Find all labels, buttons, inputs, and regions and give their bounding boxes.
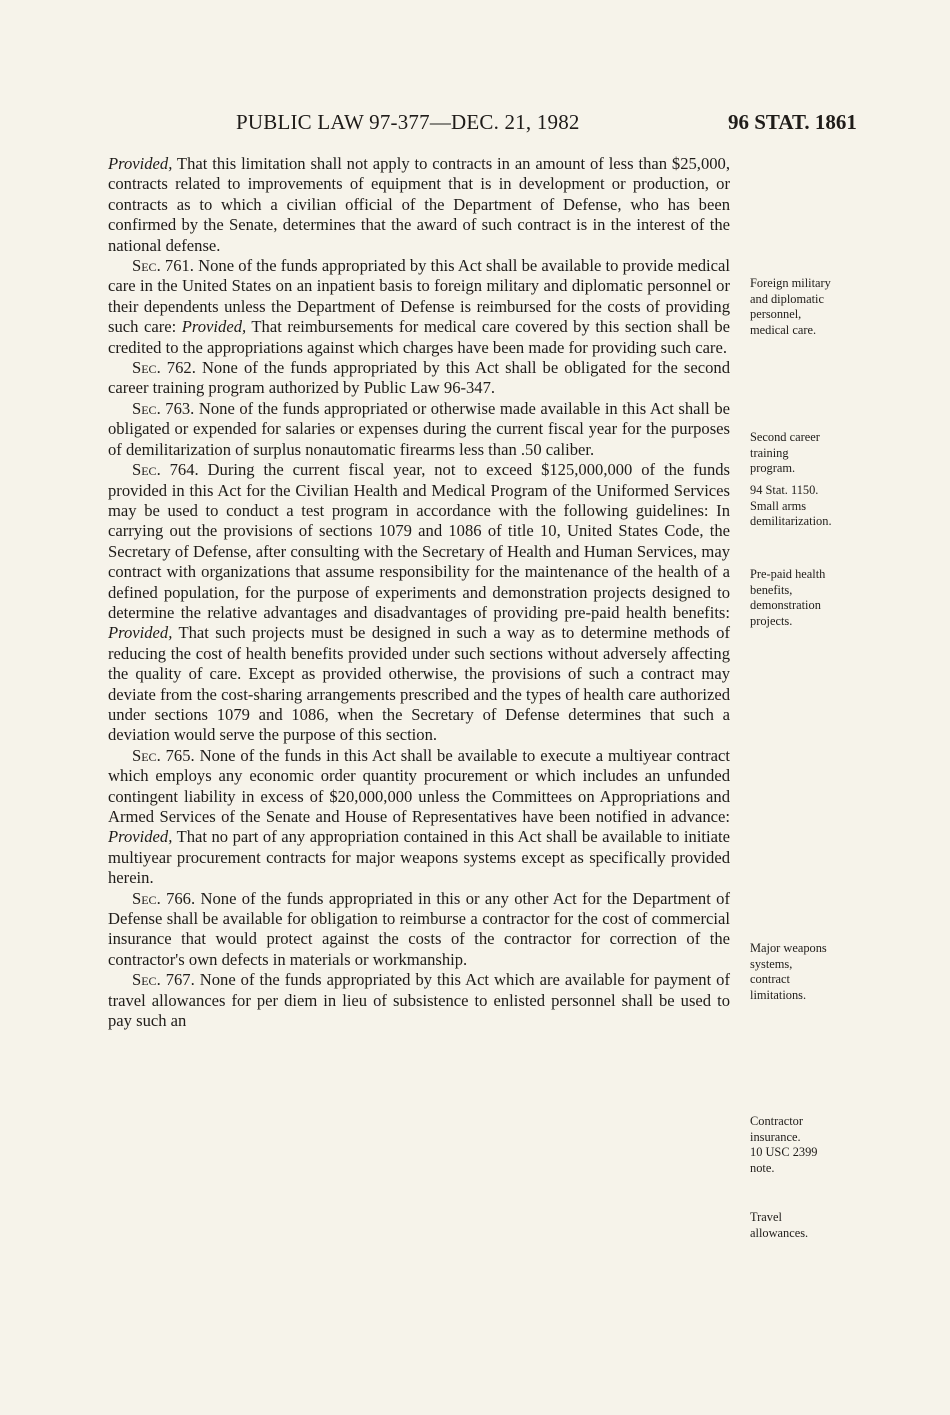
paragraph-sec-764: Sec. 764. During the current fiscal year, not to exceed $125,000,000 of the funds provided in this Act for the Civilian Health and Medical Program of the Uniformed Services may be used to conduct a test program in accordance with the following guidelines: In carrying out the provisions of sections 1079 and 1086 of title 10, United States Code, the Secretary of Defense, after consulting with the Secretary of Health and Human Services, may contract with organizations that assume responsibility for the maintenance of the health of a defined population, for the purpose of experiments and demonstration projects designed to determine the relative advantages and disadvantages of providing pre-paid health benefits: Provided, That such projects must be designed in such a way as to determine methods of reducing the cost of health benefits provided under such sections without adversely affecting the quality of care. Except as provided otherwise, the provisions of such a contract may deviate from the cost-sharing arrangements prescribed and the types of health care authorized under sections 1079 and 1086, when the Secretary of Defense determines that such a deviation would serve the purpose of this section.: [108, 460, 731, 745]
section-number: Sec. 765.: [132, 745, 195, 765]
paragraph-sec-766: Sec. 766. None of the funds appropriated in this or any other Act for the Department of Defense shall be available for obligation to reimburse a contractor for the cost of commercial insurance that would protect against the costs of the contractor for correction of the contractor's own defects in materials or workmanship.: [108, 888, 730, 969]
section-number: Sec. 767.: [132, 970, 195, 990]
paragraph-sec-762: Sec. 762. None of the funds appropriated by this Act shall be obligated for the second career training program authorized by Public Law 96-347.: [108, 358, 731, 398]
running-header: [0, 110, 950, 144]
section-number: Sec. 763.: [132, 398, 195, 418]
margin-note-second-career: Second career training program.: [750, 430, 820, 476]
section-number: Sec. 762.: [132, 358, 196, 378]
margin-note-small-arms: 94 Stat. 1150. Small arms demilitarization.: [750, 483, 832, 529]
margin-note-major-weapons: Major weapons systems, contract limitations.: [750, 941, 827, 1002]
section-number: Sec. 766.: [132, 888, 196, 908]
body-text: [108, 154, 730, 1031]
header-title: PUBLIC LAW 97-377—DEC. 21, 1982: [236, 110, 580, 134]
margin-note-foreign-military: Foreign military and diplomatic personnel, medical care.: [750, 276, 831, 337]
margin-note-travel-allowances: Travel allowances.: [750, 1210, 809, 1240]
paragraph-sec-767: Sec. 767. None of the funds appropriated by this Act which are available for payment of travel allowances for per diem in lieu of subsistence to enlisted personnel shall be used to pay such an: [108, 970, 730, 1031]
paragraph-sec-765: Sec. 765. None of the funds in this Act shall be available to execute a multiyear contract which employs any economic order quantity procurement or which includes an unfunded contingent liability in excess of $20,000,000 unless the Committees on Appropriations and Armed Services of the Senate and House of Representatives have been notified in advance: Provided, That no part of any appropriation contained in this Act shall be available to initiate multiyear procurement contracts for major weapons systems except as specifically provided herein.: [108, 745, 730, 888]
paragraph-sec-761: Sec. 761. None of the funds appropriated by this Act shall be available to provide medical care in the United States on an inpatient basis to foreign military and diplomatic personnel or their dependents unless the Department of Defense is reimbursed for the costs of providing such care: Provided, That reimbursements for medical care covered by this section shall be credited to the appropriations against which charges have been made for providing such care.: [108, 256, 730, 357]
margin-note-contractor-insurance: Contractor insurance. 10 USC 2399 note.: [750, 1114, 818, 1175]
section-number: Sec. 764.: [132, 460, 199, 480]
section-number: Sec. 761.: [132, 256, 194, 276]
statute-page-number: 96 STAT. 1861: [728, 110, 857, 134]
paragraph-sec-763: Sec. 763. None of the funds appropriated or otherwise made available in this Act shall be obligated or expended for salaries or expenses during the current fiscal year for the purposes of demilitarization of surplus nonautomatic firearms less than .50 caliber.: [108, 398, 730, 459]
margin-note-prepaid-health: Pre-paid health benefits, demonstration projects.: [750, 567, 826, 628]
paragraph-proviso: Provided, That this limitation shall not apply to contracts in an amount of less than $25,000, contracts related to improvements of equipment that is in development or production, or contracts as to which a civilian official of the Department of Defense, who has been confirmed by the Senate, determines that the award of such contract is in the interest of the national defense.: [108, 154, 730, 255]
